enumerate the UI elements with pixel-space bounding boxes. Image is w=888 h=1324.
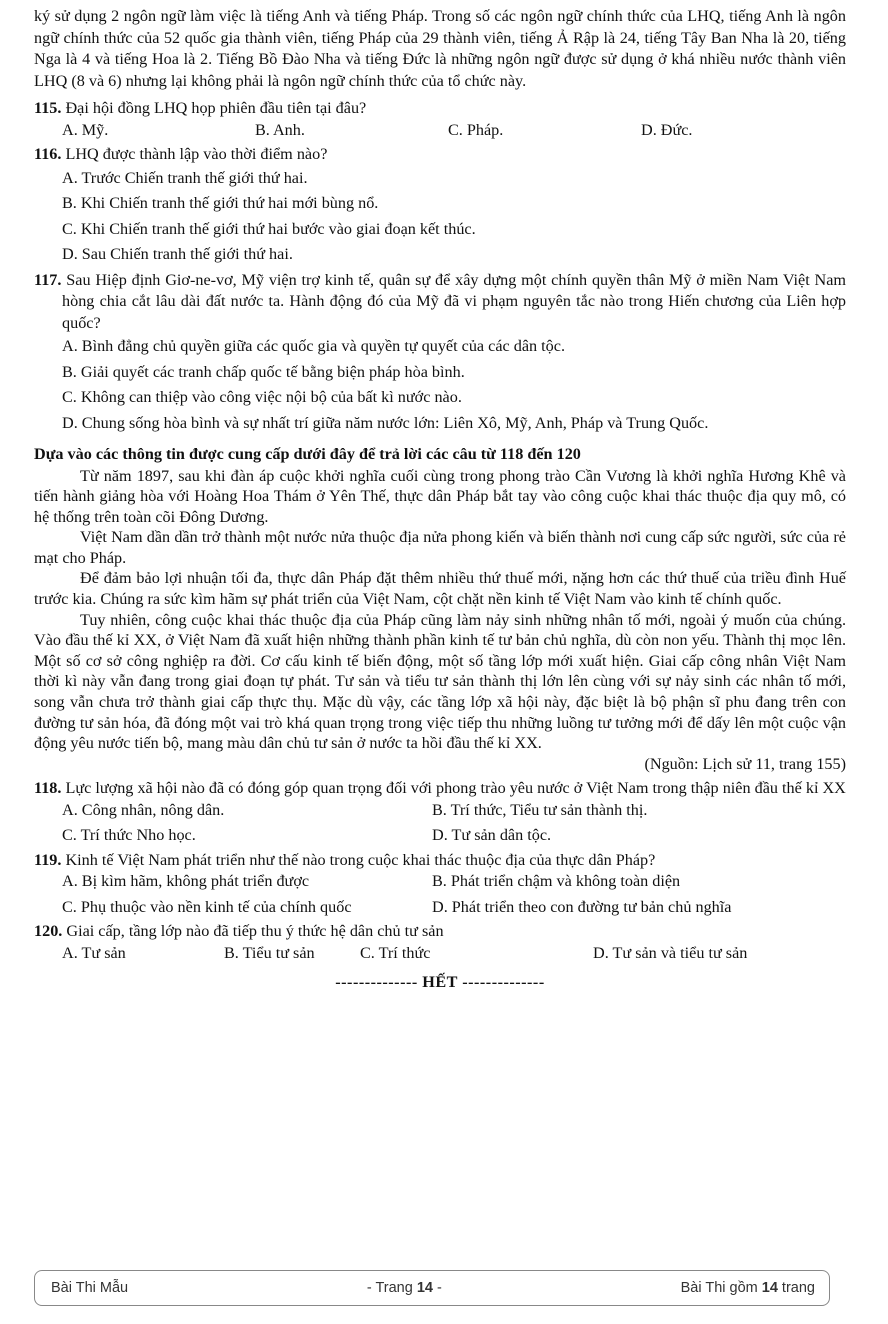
- option-c: C. Trí thức Nho học.: [62, 826, 196, 845]
- option-c: C. Khi Chiến tranh thế giới thứ hai bước vào giai đoạn kết thúc.: [62, 219, 476, 238]
- option-d: D. Chung sống hòa bình và sự nhất trí giữa năm nước lớn: Liên Xô, Mỹ, Anh, Pháp và Trung Quốc.: [62, 413, 709, 432]
- question-text: Đại hội đồng LHQ họp phiên đầu tiên tại đâu?: [65, 99, 367, 117]
- option-a: A. Công nhân, nông dân.: [62, 800, 225, 819]
- options-119-row-1: [34, 871, 846, 893]
- options-116: [34, 168, 846, 266]
- question-number: 119.: [34, 850, 62, 869]
- options-119-row-2: [34, 897, 846, 919]
- question-text: Sau Hiệp định Giơ-ne-vơ, Mỹ viện trợ kinh tế, quân sự để xây dựng một chính quyền thân Mỹ ở miền Nam Việt Nam hòng chia cắt lâu dài đất nước ta. Hành động đó của Mỹ đã vi phạm nguyên tắc nào trong Hiến chương của Liên hợp quốc?: [62, 270, 846, 332]
- question-116: [34, 144, 846, 166]
- question-number: 118.: [34, 779, 62, 798]
- option-c: C. Trí thức: [360, 943, 431, 962]
- option-b: B. Khi Chiến tranh thế giới thứ hai mới bùng nổ.: [62, 194, 379, 212]
- option-a: A. Tư sản: [62, 943, 126, 962]
- option-a: A. Bình đẳng chủ quyền giữa các quốc gia và quyền tự quyết của các dân tộc.: [62, 337, 565, 355]
- options-115: [34, 120, 846, 142]
- footer-page-number: - Trang 14 -: [366, 1280, 442, 1296]
- end-mark: -------------- HẾT --------------: [335, 973, 545, 992]
- question-number: 120.: [34, 922, 63, 941]
- option-a: A. Mỹ.: [62, 120, 109, 139]
- options-118-row-1: [34, 800, 846, 822]
- question-120: [34, 921, 846, 943]
- question-text: LHQ được thành lập vào thời điểm nào?: [65, 145, 328, 163]
- question-text: Lực lượng xã hội nào đã có đóng góp quan trọng đối với phong trào yêu nước ở Việt Nam trong thập niên đầu thế kỉ XX: [65, 779, 846, 798]
- question-text: Giai cấp, tầng lớp nào đã tiếp thu ý thức hệ dân chủ tư sản: [66, 922, 444, 941]
- options-117: [34, 336, 846, 434]
- passage-paragraph-4: Tuy nhiên, công cuộc khai thác thuộc địa của Pháp cũng làm nảy sinh những nhân tố mới, ngoài ý muốn của chúng. Vào đầu thế kỉ XX, ở Việt Nam đã xuất hiện những thành phần kinh tế tư bản chủ nghĩa, dù còn non yếu. Thành thị mọc lên. Một số cơ sở công nghiệp ra đời. Cơ cấu kinh tế biến động, một số tầng lớp mới xuất hiện. Giai cấp công nhân Việt Nam thời kì này vẫn đang trong giai đoạn tự phát. Tư sản và tiểu tư sản thành thị lớn lên cùng với sự nảy sinh các nhân tố mới, song vẫn chưa trở thành giai cấp thực thụ. Mặc dù vậy, các tầng lớp xã hội này, đặc biệt là bộ phận sĩ phu đang trên con đường tư sản hóa, đã đóng một vai trò khá quan trọng trong việc tiếp thu những luồng tư tưởng mới để dấy lên một cuộc vận động yêu nước tiến bộ, mang màu dân chủ tư sản ở nước ta hồi đầu thế kỉ XX.: [34, 610, 846, 753]
- option-b: B. Trí thức, Tiểu tư sản thành thị.: [432, 800, 648, 819]
- intro-paragraph: ký sử dụng 2 ngôn ngữ làm việc là tiếng Anh và tiếng Pháp. Trong số các ngôn ngữ chính thức của LHQ, tiếng Anh là ngôn ngữ chính thức của 52 quốc gia thành viên, tiếng Pháp của 29 thành viên, tiếng Ả Rập là 24, tiếng Tây Ban Nha là 20, tiếng Nga là 4 và tiếng Hoa là 2. Tiếng Bồ Đào Nha và tiếng Đức là những ngôn ngữ được sử dụng ở khá nhiều nước thành viên LHQ (8 và 6) nhưng lại không phải là ngôn ngữ chính thức của tổ chức này.: [34, 7, 846, 90]
- option-d: D. Sau Chiến tranh thế giới thứ hai.: [62, 245, 293, 263]
- question-119: [34, 850, 846, 872]
- option-b: B. Tiểu tư sản: [224, 943, 315, 962]
- question-number: 116.: [34, 145, 62, 163]
- passage-source: (Nguồn: Lịch sử 11, trang 155): [644, 754, 846, 773]
- footer-exam-name: Bài Thi Mẫu: [51, 1280, 129, 1296]
- question-118: [34, 778, 846, 800]
- page-footer: [34, 1270, 830, 1306]
- question-115: [34, 98, 846, 120]
- question-number: 115.: [34, 99, 62, 117]
- question-117: [34, 270, 846, 335]
- option-b: B. Phát triển chậm và không toàn diện: [432, 872, 681, 891]
- option-c: C. Phụ thuộc vào nền kinh tế của chính quốc: [62, 897, 352, 916]
- passage-paragraph-3: Để đảm bảo lợi nhuận tối đa, thực dân Pháp đặt thêm nhiều thứ thuế mới, nặng hơn các thứ thuế của triều đình Huế trước kia. Chúng ra sức kìm hãm sự phát triển của Việt Nam, cột chặt nền kinh tế Việt Nam vào kinh tế chính quốc.: [34, 569, 846, 609]
- option-b: B. Anh.: [255, 120, 305, 139]
- section-title: Dựa vào các thông tin được cung cấp dưới đây để trả lời các câu từ 118 đến 120: [34, 445, 581, 463]
- option-c: C. Không can thiệp vào công việc nội bộ của bất kì nước nào.: [62, 388, 462, 406]
- option-a: A. Bị kìm hãm, không phát triển được: [62, 872, 310, 891]
- option-b: B. Giải quyết các tranh chấp quốc tế bằng biện pháp hòa bình.: [62, 362, 465, 381]
- passage-paragraph-2: Việt Nam dần dần trở thành một nước nửa thuộc địa nửa phong kiến và biến thành nơi cung cấp sức người, sức của rẻ mạt cho Pháp.: [34, 528, 846, 567]
- option-d: D. Phát triển theo con đường tư bản chủ nghĩa: [432, 897, 732, 916]
- passage-paragraph-1: Từ năm 1897, sau khi đàn áp cuộc khởi nghĩa cuối cùng trong phong trào Cần Vương là khởi nghĩa Hương Khê và tiến hành giảng hòa với Hoàng Hoa Thám ở Yên Thế, thực dân Pháp bắt tay vào công cuộc khai thác thuộc địa quy mô, có hệ thống trên toàn cõi Đông Dương.: [34, 466, 846, 526]
- footer-total-pages: Bài Thi gồm 14 trang: [680, 1280, 815, 1296]
- option-a: A. Trước Chiến tranh thế giới thứ hai.: [62, 168, 308, 187]
- option-d: D. Tư sản và tiểu tư sản: [593, 943, 748, 962]
- question-text: Kinh tế Việt Nam phát triển như thế nào trong cuộc khai thác thuộc địa của thực dân Pháp?: [65, 850, 656, 869]
- option-d: D. Tư sản dân tộc.: [432, 826, 552, 845]
- option-d: D. Đức.: [641, 120, 693, 139]
- option-c: C. Pháp.: [448, 120, 504, 139]
- options-120: [34, 943, 846, 965]
- question-number: 117.: [34, 270, 62, 289]
- options-118-row-2: [34, 825, 846, 847]
